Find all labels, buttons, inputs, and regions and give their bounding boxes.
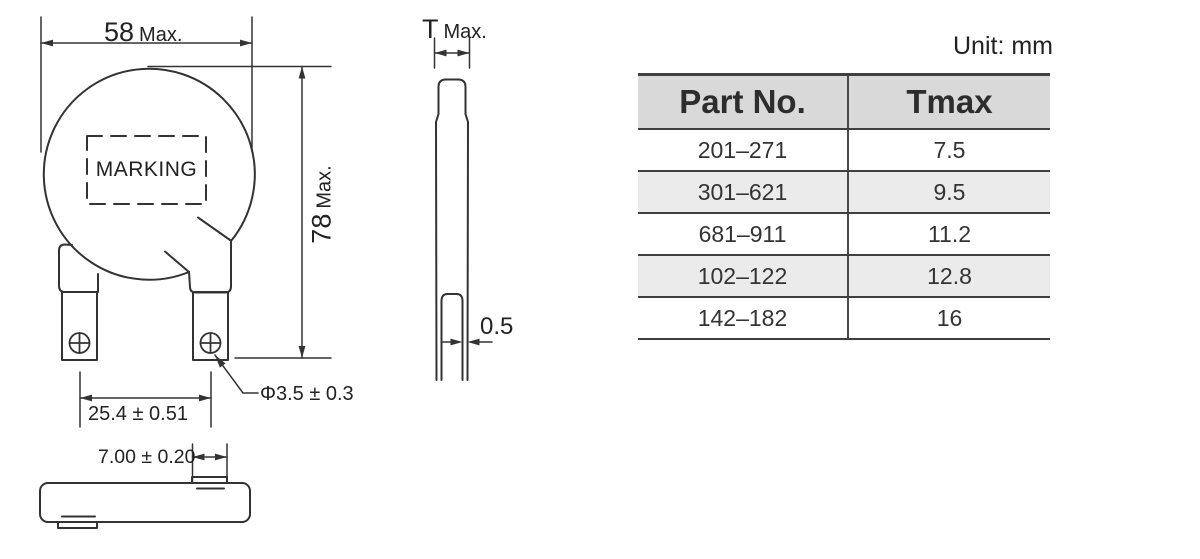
part-cell: 301–621 (638, 171, 848, 213)
front-view-dimensions (41, 17, 331, 427)
front-height-value: 78 (306, 213, 337, 244)
lead-thickness-dimension-label: 0.5 (480, 313, 514, 340)
table-header-row (638, 75, 1050, 130)
part-cell: 142–182 (638, 297, 848, 339)
table-row (638, 297, 1050, 339)
part-table-body (638, 129, 1050, 339)
part-spec-table (638, 73, 1050, 340)
side-thickness-dimension-label (422, 14, 487, 45)
table-row (638, 129, 1050, 171)
lead-hole-dimension-label: Φ3.5 ± 0.3 (260, 383, 354, 405)
table-row (638, 171, 1050, 213)
part-cell: 201–271 (638, 129, 848, 171)
lead-spacing-dimension-label: 25.4 ± 0.51 (88, 403, 188, 425)
tmax-cell: 12.8 (848, 255, 1050, 297)
part-cell: 102–122 (638, 255, 848, 297)
tmax-cell: 9.5 (848, 171, 1050, 213)
part-no-header: Part No. (638, 75, 848, 130)
side-thickness-value: T (422, 14, 439, 44)
tmax-cell: 7.5 (848, 129, 1050, 171)
bottom-view-dimensions (193, 444, 228, 481)
tmax-cell: 11.2 (848, 213, 1050, 255)
table-row (638, 255, 1050, 297)
side-thickness-suffix: Max. (443, 21, 487, 43)
front-view-outline (44, 69, 255, 360)
side-view-outline (436, 80, 468, 381)
front-width-suffix: Max. (139, 24, 183, 46)
front-height-suffix: Max. (313, 165, 336, 209)
front-width-dimension-label (104, 17, 182, 48)
table-row (638, 213, 1050, 255)
front-height-dimension-label (307, 149, 338, 261)
tmax-header: Tmax (848, 75, 1050, 130)
unit-label: Unit: mm (953, 32, 1053, 60)
front-width-value: 58 (104, 17, 135, 47)
bottom-view-outline (40, 477, 250, 528)
tmax-cell: 16 (848, 297, 1050, 339)
bottom-lead-width-dimension-label: 7.00 ± 0.20 (98, 446, 196, 468)
marking-label: MARKING (95, 158, 198, 181)
lead-hole-symbol (70, 333, 221, 353)
part-cell: 681–911 (638, 213, 848, 255)
